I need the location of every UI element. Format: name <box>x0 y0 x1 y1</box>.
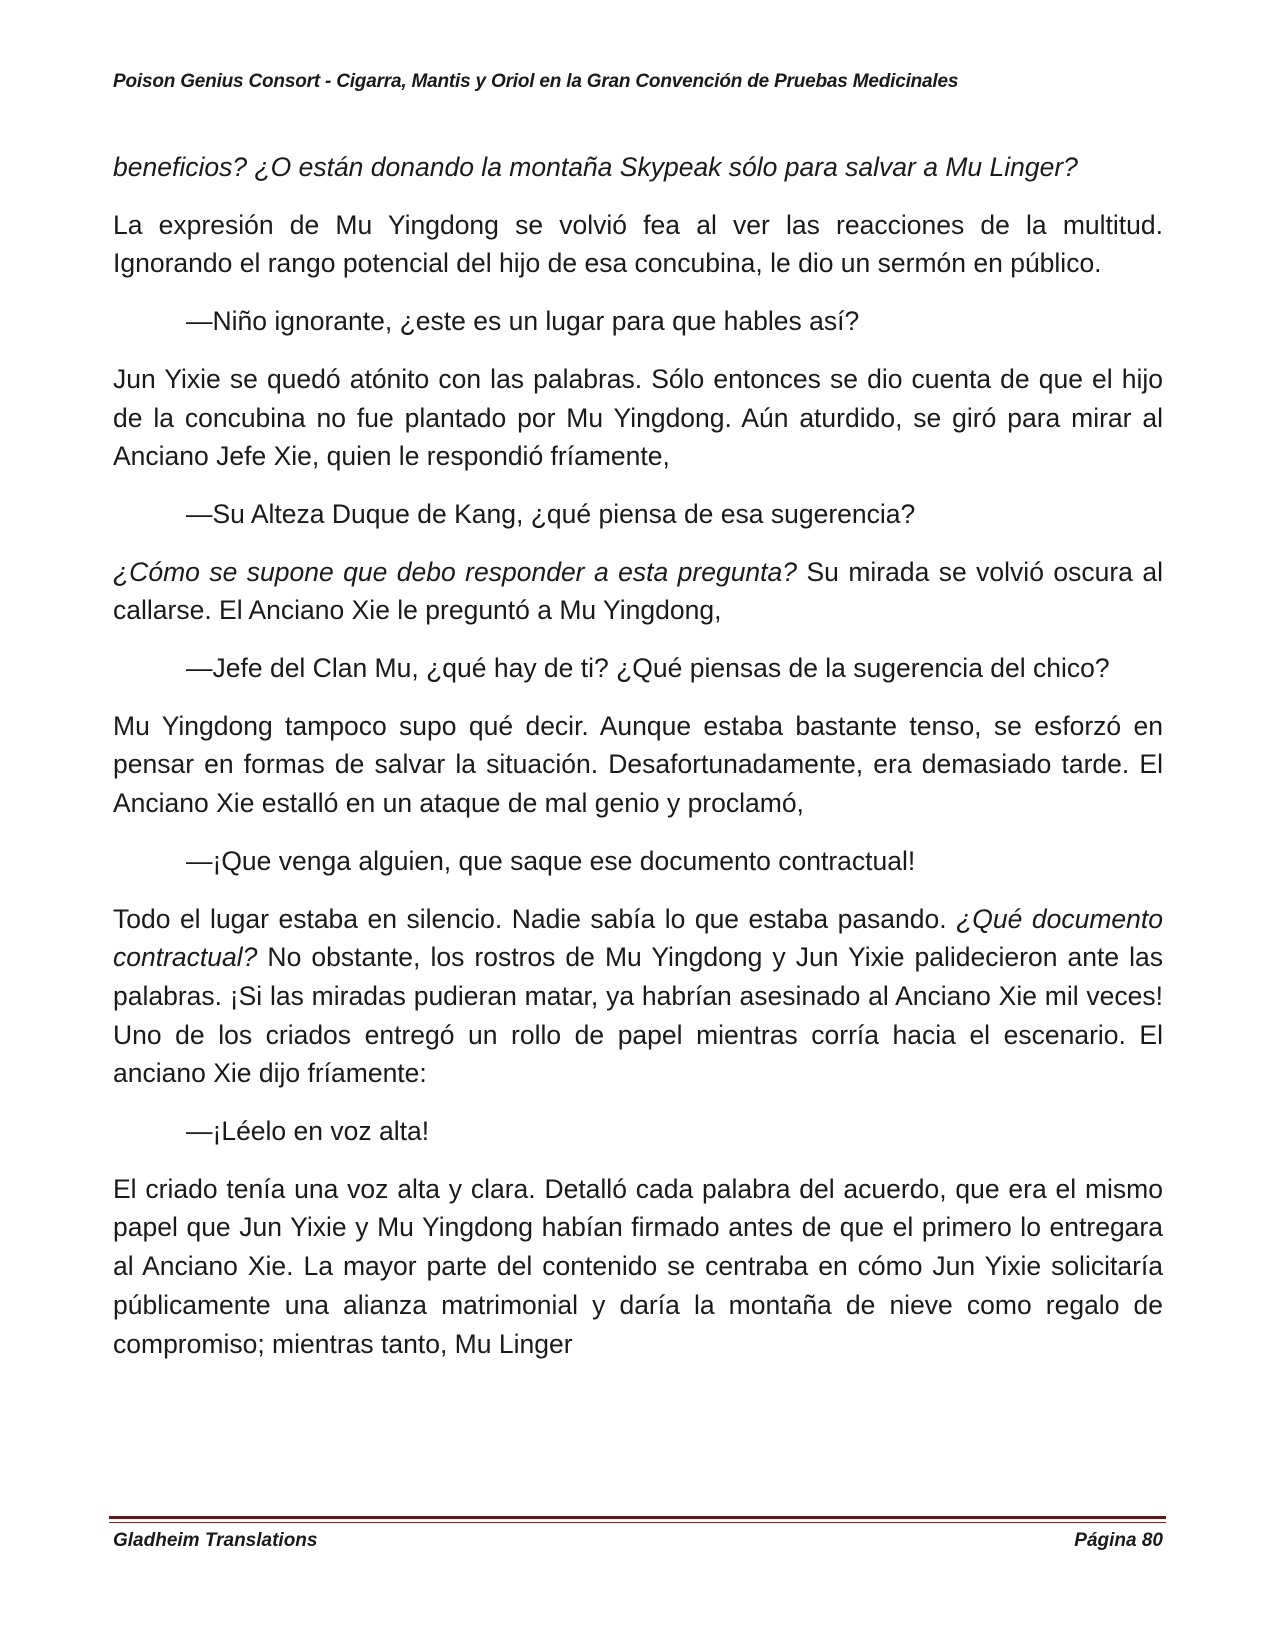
text-segment: —Niño ignorante, ¿este es un lugar para que hables así? <box>186 306 860 337</box>
page-header-title: Poison Genius Consort - Cigarra, Mantis y Oriol en la Gran Convención de Pruebas Medicinales <box>113 71 959 92</box>
text-segment: El criado tenía una voz alta y clara. Detalló cada palabra del acuerdo, que era el mismo papel que Jun Yixie y Mu Yingdong habían firmado antes de que el primero lo entregara al Anciano Xie. La mayor parte del contenido se centraba en cómo Jun Yixie solicitaría públicamente una alianza matrimonial y daría la montaña de nieve como regalo de compromiso; mientras tanto, Mu Linger <box>113 1173 1163 1359</box>
document-body <box>113 148 1163 1382</box>
dialogue-paragraph <box>113 495 1163 534</box>
narration-paragraph <box>113 206 1163 283</box>
narration-paragraph <box>113 707 1163 823</box>
dialogue-paragraph <box>113 1112 1163 1151</box>
footer-publisher: Gladheim Translations <box>113 1530 318 1551</box>
text-segment: Mu Yingdong tampoco supo qué decir. Aunque estaba bastante tenso, se esforzó en pensar en formas de salvar la situación. Desafortunadamente, era demasiado tarde. El Anciano Xie estalló en un ataque de mal genio y proclamó, <box>113 710 1163 819</box>
dialogue-paragraph <box>113 302 1163 341</box>
italic-text-segment: beneficios? ¿O están donando la montaña Skypeak sólo para salvar a Mu Linger? <box>113 152 1078 182</box>
dialogue-paragraph <box>113 842 1163 881</box>
text-segment: Su mirada se volvió oscura al callarse. El Anciano Xie le preguntó a Mu Yingdong, <box>113 556 1163 626</box>
narration-paragraph <box>113 148 1163 187</box>
narration-paragraph <box>113 1170 1163 1364</box>
text-segment: —Su Alteza Duque de Kang, ¿qué piensa de esa sugerencia? <box>186 498 916 529</box>
text-segment: Todo el lugar estaba en silencio. Nadie sabía lo que estaba pasando. <box>113 903 957 934</box>
page-number: Página 80 <box>1074 1530 1163 1551</box>
text-segment: —Jefe del Clan Mu, ¿qué hay de ti? ¿Qué piensas de la sugerencia del chico? <box>186 653 1110 684</box>
italic-text-segment: ¿Cómo se supone que debo responder a esta pregunta? <box>113 556 798 587</box>
text-segment: —¡Léelo en voz alta! <box>186 1116 430 1147</box>
footer-divider <box>109 1516 1166 1519</box>
footer-divider-thin <box>109 1522 1166 1523</box>
italic-text-segment: ¿Qué documento contractual? <box>113 903 1163 973</box>
narration-paragraph <box>113 900 1163 1094</box>
text-segment: No obstante, los rostros de Mu Yingdong y Jun Yixie palidecieron ante las palabras. ¡Si las miradas pudieran matar, ya habrían asesinado al Anciano Xie mil veces! Uno de los criados entregó un rollo de papel mientras corría hacia el escenario. El anciano Xie dijo fríamente: <box>113 942 1163 1089</box>
narration-paragraph <box>113 360 1163 476</box>
text-segment: —¡Que venga alguien, que saque ese documento contractual! <box>186 845 916 876</box>
dialogue-paragraph <box>113 649 1163 688</box>
text-segment: Jun Yixie se quedó atónito con las palabras. Sólo entonces se dio cuenta de que el hijo de la concubina no fue plantado por Mu Yingdong. Aún aturdido, se giró para mirar al Anciano Jefe Xie, quien le respondió fríamente, <box>113 363 1163 472</box>
text-segment: La expresión de Mu Yingdong se volvió fea al ver las reacciones de la multitud. Ignorando el rango potencial del hijo de esa concubina, le dio un sermón en público. <box>113 209 1163 279</box>
narration-paragraph <box>113 553 1163 630</box>
